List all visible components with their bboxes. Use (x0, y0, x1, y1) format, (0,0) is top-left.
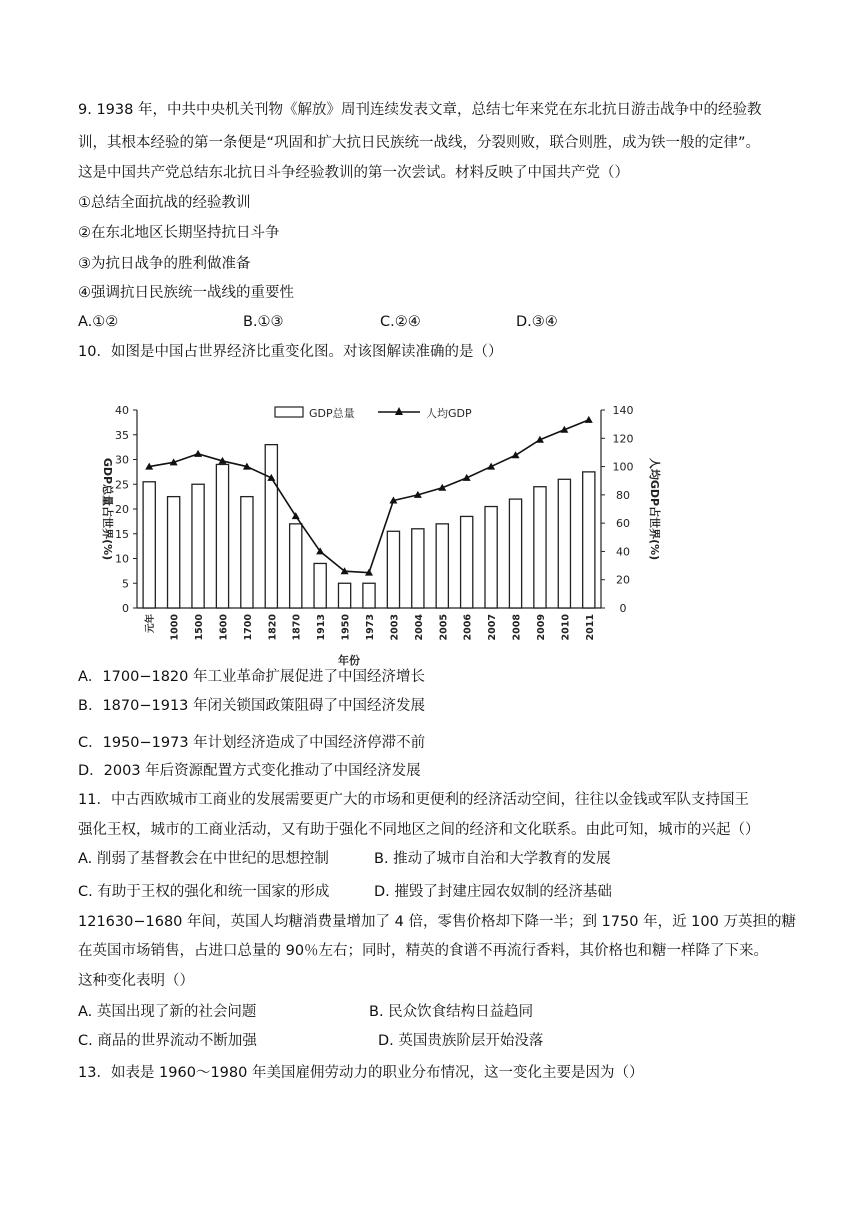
x-tick-label: 1950 (340, 614, 352, 641)
q12-option-a[interactable]: A. 英国出现了新的社会问题 (78, 1004, 257, 1020)
q9-item-1: ①总结全面抗战的经验教训 (78, 195, 251, 211)
q13-stem: 13．如表是 1960～1980 年美国雇佣劳动力的职业分布情况，这一变化主要是因为（） (78, 1065, 644, 1081)
q10-option-b[interactable]: B．1870−1913 年闭关锁国政策阻碍了中国经济发展 (78, 698, 426, 714)
x-tick-label: 2009 (535, 614, 547, 641)
legend-bar-swatch (275, 407, 303, 417)
q10-stem: 10．如图是中国占世界经济比重变化图。对该图解读准确的是（） (78, 344, 503, 360)
right-tick-label: 80 (616, 488, 630, 502)
bar-gdp-total (241, 497, 253, 608)
q9-option-c[interactable]: C.②④ (380, 314, 421, 330)
q11-stem-line-1: 11．中古西欧城市工商业的发展需要更广大的市场和更便利的经济活动空间，往往以金钱或军队支持国王 (78, 792, 749, 808)
bar-gdp-total (461, 516, 473, 608)
right-tick-label: 120 (612, 432, 634, 446)
bar-gdp-total (436, 524, 448, 608)
x-tick-label: 1500 (194, 614, 206, 641)
line-per-capita-gdp (149, 420, 589, 573)
point-per-capita-gdp (194, 450, 202, 457)
x-tick-label: 1700 (242, 614, 254, 641)
bar-gdp-total (412, 529, 424, 608)
left-tick-label: 15 (115, 527, 129, 541)
q10-option-a[interactable]: A．1700−1820 年工业革命扩展促进了中国经济增长 (78, 669, 425, 685)
q11-stem-line-2: 强化王权，城市的工商业活动，又有助于强化不同地区之间的经济和文化联系。由此可知，城市的兴起（） (78, 822, 760, 838)
bar-gdp-total (363, 583, 375, 608)
bar-gdp-total (338, 583, 350, 608)
x-tick-label: 2011 (584, 614, 596, 641)
x-tick-label: 2003 (389, 614, 401, 641)
gdp-share-chart (78, 382, 668, 672)
x-tick-label: 1820 (267, 614, 279, 641)
q11-option-d[interactable]: D. 摧毁了封建庄园农奴制的经济基础 (374, 884, 612, 900)
bar-gdp-total (558, 479, 570, 608)
bar-gdp-total (534, 487, 546, 608)
left-tick-label: 30 (115, 453, 129, 467)
bar-gdp-total (265, 445, 277, 608)
q11-option-c[interactable]: C. 有助于王权的强化和统一国家的形成 (78, 884, 330, 900)
bar-gdp-total (583, 472, 595, 608)
point-per-capita-gdp (585, 416, 593, 423)
q12-option-b[interactable]: B. 民众饮食结构日益趋同 (369, 1004, 534, 1020)
right-axis-title: 人均GDP占世界(%) (648, 457, 661, 561)
left-tick-label: 40 (115, 404, 129, 417)
q12-stem-line-1: 121630−1680 年间，英国人均糖消费量增加了 4 倍，零售价格却下降一半；到 1750 年，近 100 万英担的糖 (78, 914, 796, 930)
bar-gdp-total (216, 464, 228, 608)
q9-stem-line-1: 9. 1938 年，中共中央机关刊物《解放》周刊连续发表文章，总结七年来党在东北抗日游击战争中的经验教 (78, 102, 762, 118)
legend-gdp-total: GDP总量 (309, 407, 355, 420)
right-tick-label: 60 (616, 517, 630, 531)
left-tick-label: 25 (115, 478, 129, 492)
left-axis-title: GDP总量占世界(%) (101, 457, 114, 561)
x-tick-label: 2010 (560, 614, 572, 641)
bar-gdp-total (314, 563, 326, 608)
x-tick-label: 2004 (413, 614, 425, 641)
left-tick-label: 5 (122, 577, 129, 591)
q9-item-2: ②在东北地区长期坚持抗日斗争 (78, 225, 280, 241)
q9-option-d[interactable]: D.③④ (516, 314, 558, 330)
q9-stem-line-3: 这是中国共产党总结东北抗日斗争经验教训的第一次尝试。材料反映了中国共产党（） (78, 165, 629, 181)
x-tick-label: 2008 (511, 614, 523, 641)
q11-option-a[interactable]: A. 削弱了基督教会在中世纪的思想控制 (78, 851, 329, 867)
x-tick-label: 1973 (365, 614, 376, 641)
x-tick-label: 2007 (487, 614, 499, 641)
q10-option-c[interactable]: C．1950−1973 年计划经济造成了中国经济停滞不前 (78, 735, 426, 751)
q12-stem-line-3: 这种变化表明（） (78, 973, 194, 989)
x-tick-label: 2006 (462, 614, 474, 641)
q11-option-b[interactable]: B. 推动了城市自治和大学教育的发展 (374, 851, 611, 867)
bar-gdp-total (168, 497, 180, 608)
right-tick-label: 100 (612, 460, 634, 474)
right-tick-label: 140 (612, 404, 634, 417)
right-tick-label: 0 (619, 602, 627, 615)
right-tick-label: 20 (616, 573, 630, 587)
x-tick-label: 元年 (145, 614, 157, 634)
legend-line-marker (395, 407, 403, 415)
bar-gdp-total (143, 482, 155, 608)
left-tick-label: 0 (122, 602, 129, 615)
x-tick-label: 1913 (316, 614, 328, 641)
left-tick-label: 35 (115, 428, 129, 442)
point-per-capita-gdp (512, 451, 520, 458)
q9-stem-line-2: 训，其根本经验的第一条便是“巩固和扩大抗日民族统一战线，分裂则败，联合则胜，成为铁一般的定律”。 (78, 135, 761, 151)
q12-stem-line-2: 在英国市场销售，占进口总量的 90％左右；同时，精英的食谱不再流行香料，其价格也和糖一样降了下来。 (78, 943, 769, 959)
bar-gdp-total (290, 524, 302, 608)
left-tick-label: 10 (115, 552, 129, 566)
x-tick-label: 1870 (291, 614, 303, 641)
legend-per-capita-gdp: 人均GDP (426, 407, 472, 420)
right-tick-label: 40 (616, 545, 630, 559)
q12-option-c[interactable]: C. 商品的世界流动不断加强 (78, 1033, 257, 1049)
q10-option-d[interactable]: D．2003 年后资源配置方式变化推动了中国经济发展 (78, 763, 421, 779)
x-tick-label: 1600 (218, 614, 230, 641)
bar-gdp-total (192, 484, 204, 608)
q9-item-4: ④强调抗日民族统一战线的重要性 (78, 285, 294, 301)
q9-item-3: ③为抗日战争的胜利做准备 (78, 256, 251, 272)
bar-gdp-total (485, 507, 497, 608)
q9-option-b[interactable]: B.①③ (243, 314, 284, 330)
q9-option-a[interactable]: A.①② (78, 314, 119, 330)
x-tick-label: 2005 (438, 614, 450, 641)
q12-option-d[interactable]: D. 英国贵族阶层开始没落 (378, 1033, 544, 1049)
x-tick-label: 1000 (169, 614, 181, 641)
bar-gdp-total (387, 531, 399, 608)
chart-svg (78, 382, 668, 672)
left-tick-label: 20 (115, 503, 129, 516)
x-axis-title: 年份 (338, 654, 360, 667)
bar-gdp-total (509, 499, 521, 608)
